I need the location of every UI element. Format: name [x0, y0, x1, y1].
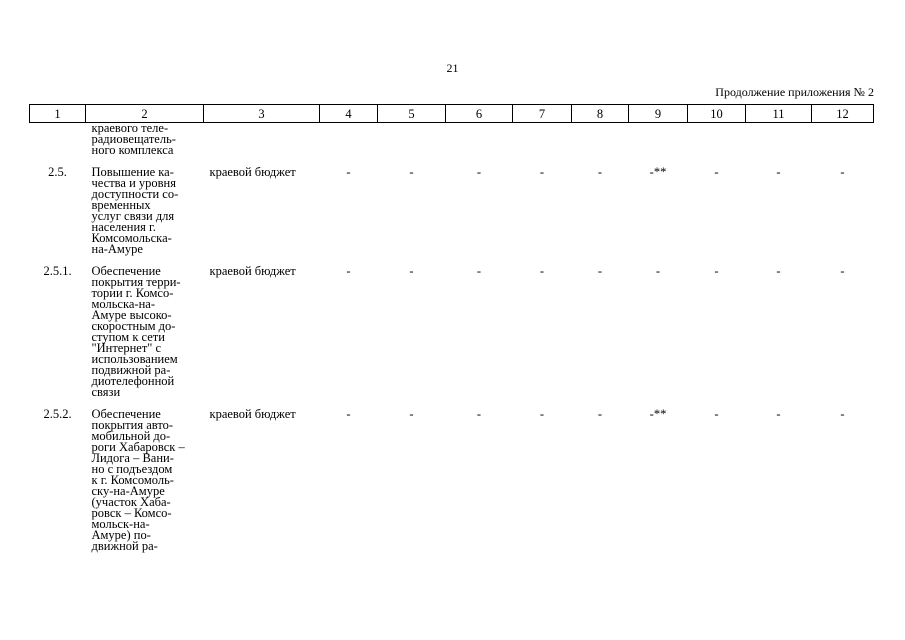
row-value-col-11: - [776, 407, 781, 421]
row-source: краевой бюджет [209, 165, 296, 179]
row-value-col-6: - [476, 264, 482, 278]
header-col-3: 3 [204, 105, 320, 123]
row-value-col-8: - [597, 407, 603, 421]
row-value-col-12: - [840, 165, 845, 179]
row-name: Обеспечение покрытия терри- тории г. Комсо- мольска-на- Амуре высоко- скоростным до- ступом к сети "Интернет" с использованием подвижной ра- диотелефонной связи [91, 264, 181, 399]
row-value-col-4: - [346, 407, 351, 421]
table-row [30, 123, 874, 159]
row-value-col-11: - [776, 264, 781, 278]
row-value-col-4: - [346, 165, 351, 179]
row-value-col-7: - [539, 165, 545, 179]
row-value-col-11: - [776, 165, 781, 179]
row-value-col-10: - [714, 165, 719, 179]
row-value-col-5 [378, 123, 446, 159]
row-number: 2.5. [48, 165, 67, 179]
program-table [29, 104, 874, 554]
header-col-8: 8 [572, 105, 629, 123]
header-col-5: 5 [378, 105, 446, 123]
row-value-col-12: - [840, 264, 845, 278]
header-col-12: 12 [812, 105, 874, 123]
row-value-col-6: - [476, 165, 482, 179]
row-value-col-7 [513, 123, 572, 159]
row-value-col-5: - [409, 165, 414, 179]
row-number: 2.5.1. [43, 264, 72, 278]
table-header [30, 105, 874, 123]
row-value-col-6 [446, 123, 513, 159]
row-value-col-11 [746, 123, 812, 159]
table-body [30, 123, 874, 555]
table-row [30, 400, 874, 554]
row-source: краевой бюджет [209, 407, 296, 421]
row-value-col-10: - [714, 407, 719, 421]
header-col-4: 4 [320, 105, 378, 123]
row-value-col-9 [629, 123, 688, 159]
row-value-col-12 [812, 123, 874, 159]
row-value-col-9: -** [649, 407, 667, 421]
table-row [30, 158, 874, 257]
row-name: Повышение ка- чества и уровня доступности со- временных услуг связи для населения г. Комсомольска- на-Амуре [91, 165, 179, 256]
header-col-11: 11 [746, 105, 812, 123]
header-col-10: 10 [688, 105, 746, 123]
header-col-9: 9 [629, 105, 688, 123]
row-value-col-4: - [346, 264, 351, 278]
row-value-col-4 [320, 123, 378, 159]
row-source: краевой бюджет [209, 264, 296, 278]
continuation-label: Продолжение приложения № 2 [715, 85, 874, 99]
row-value-col-9: - [655, 264, 661, 278]
row-value-col-5: - [409, 264, 414, 278]
header-col-2: 2 [86, 105, 204, 123]
row-name: краевого теле- радиовещатель- ного комплекса [91, 121, 176, 157]
row-source [204, 123, 320, 159]
row-value-col-9: -** [649, 165, 667, 179]
page-number: 21 [446, 61, 459, 75]
header-col-7: 7 [513, 105, 572, 123]
row-value-col-10 [688, 123, 746, 159]
row-value-col-8: - [597, 264, 603, 278]
row-value-col-10: - [714, 264, 719, 278]
header-col-6: 6 [446, 105, 513, 123]
row-value-col-8 [572, 123, 629, 159]
header-row [30, 105, 874, 123]
header-col-1: 1 [30, 105, 86, 123]
row-number [30, 123, 86, 159]
row-value-col-6: - [476, 407, 482, 421]
row-name: Обеспечение покрытия авто- мобильной до- роги Хабаровск – Лидога – Вани- но с подъездом к г. Комсомоль- ску-на-Амуре (участок Хаба- ровск – Комсо- мольск-на- Амуре) по- движной ра- [91, 407, 185, 553]
row-value-col-5: - [409, 407, 414, 421]
row-value-col-8: - [597, 165, 603, 179]
row-value-col-12: - [840, 407, 845, 421]
row-value-col-7: - [539, 407, 545, 421]
row-value-col-7: - [539, 264, 545, 278]
row-number: 2.5.2. [43, 407, 72, 421]
table-row [30, 257, 874, 400]
